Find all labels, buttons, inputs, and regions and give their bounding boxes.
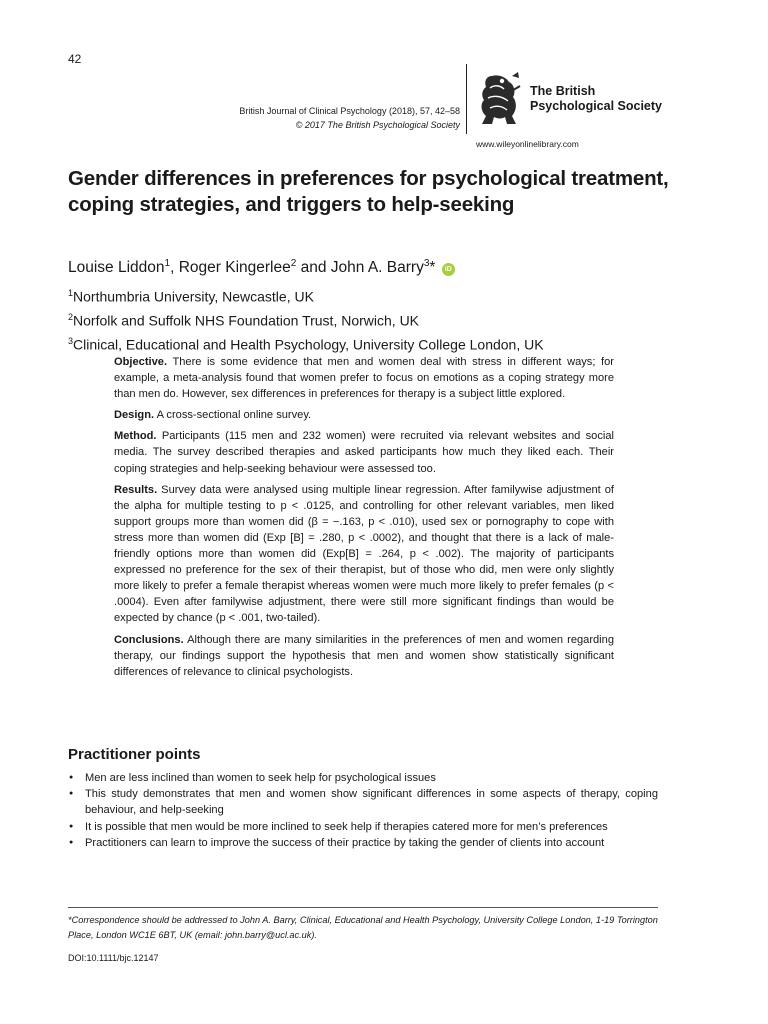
author-3-affil: 3 — [423, 258, 430, 269]
affiliations — [68, 283, 544, 355]
author-separator: , — [170, 259, 179, 277]
design-text: A cross-sectional online survey. — [156, 409, 312, 422]
abstract-design — [114, 407, 614, 423]
author-1-affil: 1 — [164, 258, 171, 269]
abstract-results — [114, 482, 614, 627]
abstract — [114, 354, 614, 685]
journal-copyright: © 2017 The British Psychological Society — [295, 120, 460, 130]
objective-text: There is some evidence that men and women deal with stress in different ways; for example, a meta-analysis found that women prefer to focus on emotions as a coping strategy more than men do. However, sex differences in preferences for therapy is a subject little explored. — [114, 356, 614, 401]
author-2-affil: 2 — [290, 258, 297, 269]
society-logo-icon — [472, 70, 526, 128]
method-label: Method. — [114, 430, 157, 443]
author-2: Roger Kingerlee — [178, 259, 291, 277]
abstract-objective — [114, 354, 614, 402]
author-separator-and: and — [296, 259, 331, 277]
doi[interactable]: DOI:10.1111/bjc.12147 — [68, 953, 159, 963]
author-1: Louise Liddon — [68, 259, 165, 277]
affiliation-3-number: 3 — [68, 336, 74, 347]
affiliation-1-number: 1 — [68, 288, 74, 298]
abstract-conclusions — [114, 632, 614, 680]
website-link[interactable]: www.wileyonlinelibrary.com — [476, 139, 579, 149]
header-divider — [466, 64, 467, 134]
footnote-divider — [68, 907, 658, 908]
objective-label: Objective. — [114, 356, 168, 368]
practitioner-point: ● Men are less inclined than women to seek help for psychological issues — [68, 770, 658, 786]
page-number: 42 — [68, 52, 82, 66]
results-text: Survey data were analysed using multiple linear regression. After familywise adjustment of the alpha for multiple testing to p < .0125, and controlling for other relevant variables, men liked support groups more than women did (β = −.163, p < .010), used sex or pornography to cope with stress more than women did (Exp [B] = .280, p < .0002), and thought that there is a lack of male-friendly options more than women did (Exp[B] = .264, p < .002). The majority of participants expressed no preference for the sex of their therapist, but of those who did, men were only slightly more likely to prefer a female therapist whereas women were much more likely to prefer females (p < .0004). Even after familywise adjustment, there were still more significant findings than would be expected by chance (p < .001, two-tailed). — [114, 483, 615, 625]
practitioner-point: ● It is possible that men would be more inclined to seek help if therapies catered more for men’s preferences — [68, 819, 658, 835]
orcid-icon[interactable]: iD — [442, 263, 455, 276]
conclusions-label: Conclusions. — [114, 633, 184, 646]
affiliation-2 — [68, 307, 544, 331]
practitioner-point: ● Practitioners can learn to improve the success of their practice by taking the gender of clients into account — [68, 835, 658, 851]
method-text: Participants (115 men and 232 women) were recruited via relevant websites and social media. The survey described therapies and asked participants how much they liked each. Their coping strategies and help-seeking behaviour were assessed too. — [114, 430, 614, 475]
society-name-line2: Psychological Society — [530, 99, 662, 113]
author-3: John A. Barry — [330, 259, 424, 277]
affiliation-2-number: 2 — [68, 312, 74, 323]
affiliation-1-text: Northumbria University, Newcastle, UK — [73, 288, 314, 305]
affiliation-3-text: Clinical, Educational and Health Psychology, University College London, UK — [73, 336, 544, 353]
practitioner-points-list — [68, 770, 658, 851]
conclusions-text: Although there are many similarities in the preferences of men and women regarding therapy, our findings support the hypothesis that men and women show statistically significant differences of relevance to clinical psychologists. — [114, 633, 614, 678]
corresponding-mark: * — [429, 259, 436, 277]
article-title: Gender differences in preferences for psychological treatment, coping strategies, and triggers to help-seeking — [68, 167, 669, 216]
journal-citation: British Journal of Clinical Psychology (2018), 57, 42–58 — [239, 106, 460, 116]
design-label: Design. — [114, 409, 155, 422]
practitioner-points-heading: Practitioner points — [68, 746, 201, 763]
affiliation-1 — [68, 283, 544, 307]
society-name-line1: The British — [530, 84, 596, 98]
affiliation-3 — [68, 331, 544, 355]
journal-info — [160, 104, 460, 132]
results-label: Results. — [114, 483, 158, 496]
affiliation-2-text: Norfolk and Suffolk NHS Foundation Trust, Norwich, UK — [73, 312, 420, 329]
practitioner-point: ● This study demonstrates that men and women show significant differences in some aspects of therapy, coping behaviour, and help-seeking — [68, 786, 658, 818]
correspondence-footnote: *Correspondence should be addressed to John A. Barry, Clinical, Educational and Health Psychology, University College London, 1-19 Torrington Place, London WC1E 6BT, UK (email: john.barry@ucl.ac.uk). — [68, 915, 658, 940]
abstract-method — [114, 428, 614, 476]
authors-line — [68, 258, 455, 277]
society-name — [530, 84, 662, 114]
